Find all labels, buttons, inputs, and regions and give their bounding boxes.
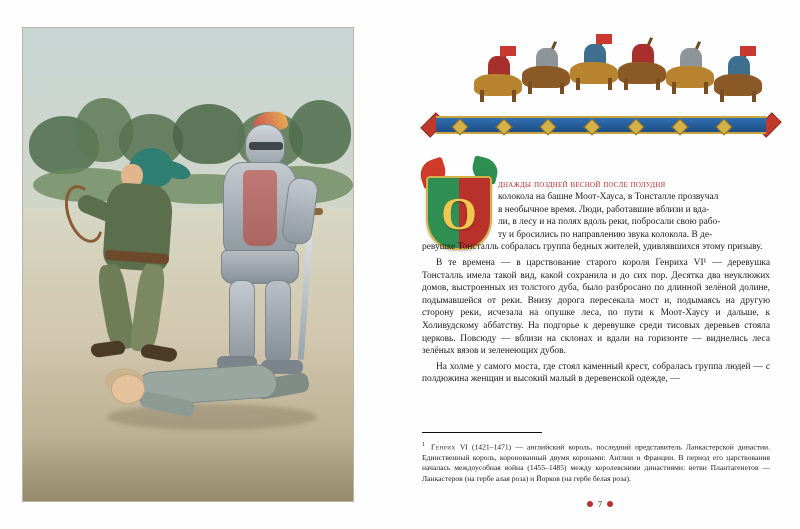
page-number-value: 7 — [597, 499, 603, 509]
footnote-marker: 1 — [422, 442, 425, 448]
horse-leg — [624, 78, 628, 90]
ornament-diamond — [716, 119, 733, 136]
knight-tabard — [243, 170, 277, 246]
fallen-man-head — [111, 374, 145, 404]
mounted-knights-vignette — [436, 38, 766, 108]
horse-leg — [656, 78, 660, 90]
ornament-diamond — [584, 119, 601, 136]
paragraph-3: На холме у самого моста, где стоял каменный крест, собралась группа людей — с полдюжина женщин и высокий малый в деревенской одежде, — — [422, 361, 770, 385]
figure-fallen-man — [77, 348, 307, 444]
rider-icon — [616, 42, 668, 88]
illustration-archer-and-knight — [22, 27, 354, 502]
opening-line-1: колокола на башне Моот-Хауса, в Тонсталле прозвучал — [498, 192, 719, 202]
opening-line-4: ту и бросились по направлению звука колокола. В де- — [498, 229, 713, 240]
horse-leg — [528, 82, 532, 94]
helmet-visor — [249, 142, 283, 150]
ornament-diamond — [672, 119, 689, 136]
footnote-separator — [422, 432, 542, 433]
horse-leg — [672, 82, 676, 94]
illustration-foreground-grass — [23, 437, 353, 501]
figure-armoured-knight — [191, 124, 321, 374]
ornament-diamond — [496, 119, 513, 136]
ornament-diamond — [628, 119, 645, 136]
opening-paragraph-tail: ревушке Тонсталль собралась группа бедных жителей, удивлявшихся этому призыву. — [422, 242, 763, 253]
horse-leg — [752, 90, 756, 102]
ornament-diamond — [540, 119, 557, 136]
banner-icon — [500, 46, 516, 56]
ornamental-divider — [436, 116, 766, 134]
figure-green-hooded-archer — [69, 148, 189, 358]
opening-line-2: в необычное время. Люди, работавшие вблизи и вда- — [498, 204, 710, 215]
rider-icon — [472, 54, 524, 100]
opening-wrapped-lines — [498, 191, 770, 241]
banner-icon — [740, 46, 756, 56]
ornament-diamond — [452, 119, 469, 136]
rider-icon — [520, 46, 572, 92]
rider-icon — [664, 46, 716, 92]
footnote-lead-word: Генрих — [431, 442, 456, 452]
right-page — [400, 0, 800, 529]
page-number-dot-right — [607, 501, 613, 507]
page-number — [400, 498, 800, 509]
horse-leg — [576, 78, 580, 90]
archer-leg-right — [129, 263, 167, 354]
fallen-man-shadow — [107, 404, 317, 430]
paragraph-2: В те времена — в царствование старого короля Генриха VI¹ — деревушка Тонсталль имела такой вид, какой сохранила и до сих пор. Десятка два неуклюжих домов, выстроенных из толстого дуба, было разбросано по длинной зелёной долине, подымавшейся от реки. Внизу дорога пересекала мост и, подымаясь на другую сторону реки, исчезала на опушке леса, по пути к Моот-Хаусу и дальше, к Холивудскому аббатству. На подгорье к деревушке среди тисовых деревьев стояла церковь. Повсюду — вблизи на склонах и вдали на горизонте — виднелись леса зелёных вязов и зеленеющих дубов. — [422, 257, 770, 357]
horse-leg — [608, 78, 612, 90]
body-text-column — [422, 178, 770, 386]
page-number-dot-left — [587, 501, 593, 507]
rider-icon — [568, 42, 620, 88]
horse-leg — [560, 82, 564, 94]
knight-faulds — [221, 250, 299, 284]
footnote-block — [422, 440, 770, 484]
horse-leg — [512, 90, 516, 102]
opening-line-3: ли, в лесу и на полях вдоль реки, побросали свою рабо- — [498, 217, 721, 228]
opening-smallcaps-line: днажды позднeй весной после полудня — [498, 179, 666, 190]
rider-icon — [712, 54, 764, 100]
drop-cap-letter: О — [441, 187, 477, 239]
banner-icon — [596, 34, 612, 44]
horse-leg — [480, 90, 484, 102]
horse-leg — [704, 82, 708, 94]
footnote-text: VI (1421–1471) — английский король, последний представитель Ланкастерской династии. Единственный король, коронованный двумя коронами: Англии и Франции. В период его царствования началась междоусобная война (1455–1485) между королевскими династиями: ветви Плантагенетов — Ланкастеров (на гербе алая роза) и Йорков (на гербе белая роза). — [422, 442, 770, 483]
horse-leg — [720, 90, 724, 102]
